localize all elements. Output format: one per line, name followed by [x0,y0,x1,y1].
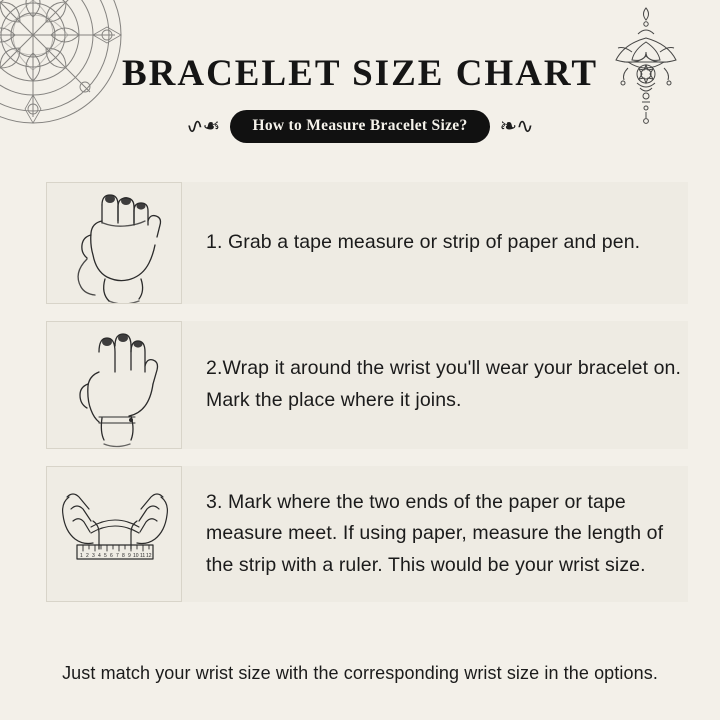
footer-note: Just match your wrist size with the corresponding wrist size in the options. [62,663,658,683]
svg-text:9: 9 [128,553,131,559]
flourish-left-icon: ❧∿ [187,114,221,138]
subtitle-badge: How to Measure Bracelet Size? [230,110,489,143]
svg-text:12: 12 [146,553,152,559]
list-item [0,182,720,304]
subtitle-row [0,110,720,143]
svg-text:11: 11 [140,553,146,559]
step-text: 2.Wrap it around the wrist you'll wear your bracelet on. Mark the place where it joins. [206,357,682,411]
svg-text:2: 2 [86,553,89,559]
step-text-panel [182,466,688,602]
flourish-right-icon: ❧∿ [499,114,533,138]
step-text: 3. Mark where the two ends of the paper or tape measure meet. If using paper, measure the length of the strip with a ruler. This would be your wrist size. [206,490,664,576]
svg-text:7: 7 [116,553,119,559]
hands-measuring-strip-with-ruler-illustration [46,466,182,602]
svg-text:10: 10 [133,553,139,559]
svg-text:6: 6 [110,553,113,559]
svg-text:1: 1 [80,553,83,559]
steps-list [0,182,720,619]
step-text-panel [182,321,688,449]
list-item [0,321,720,449]
hand-with-tape-around-wrist-illustration [46,321,182,449]
step-text-panel [182,182,688,304]
page-title: BRACELET SIZE CHART [121,53,599,94]
step-text: 1. Grab a tape measure or strip of paper and pen. [206,231,641,254]
svg-text:8: 8 [122,553,125,559]
svg-text:5: 5 [104,553,107,559]
svg-text:3: 3 [92,553,95,559]
closed-fist-hand-illustration [46,182,182,304]
svg-text:4: 4 [98,553,101,559]
list-item [0,466,720,602]
